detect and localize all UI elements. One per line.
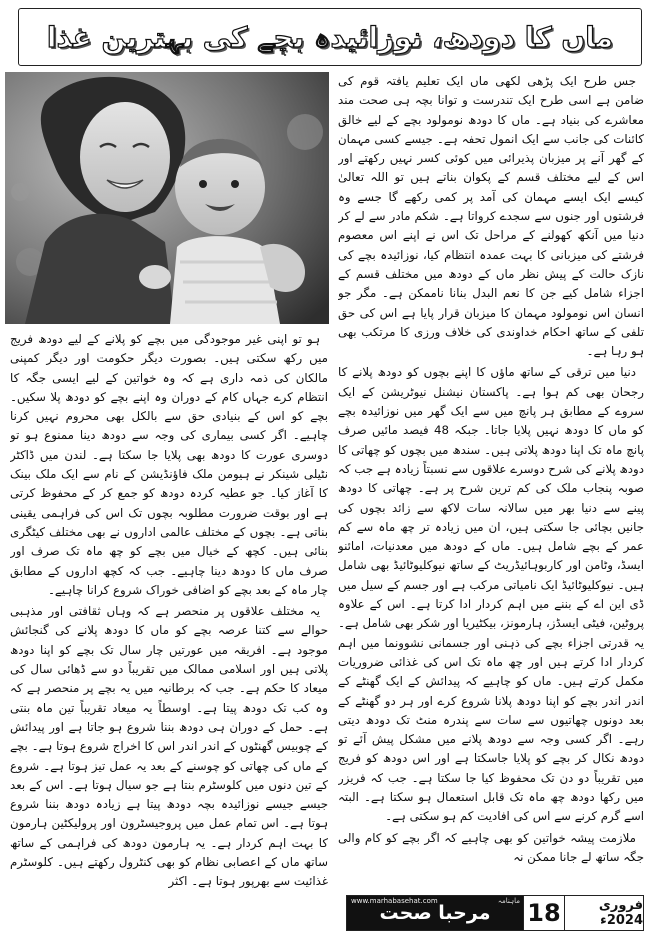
article-title: ماں کا دودھ، نوزائیدہ بچے کی بہترین غذا: [46, 20, 614, 54]
paragraph: یہ مختلف علاقوں پر منحصر ہے کہ وہاں ثقافتی اور مذہبی حوالے سے کتنا عرصہ بچے کو ماں کا دودھ پلانے کی گنجائش موجود ہے۔ افریقہ میں عورتیں چار سال تک بچے کو اپنا دودھ پلاتی ہیں اور اسلامی ممالک میں تقریباً دو سے ڈھائی سال کی میعاد کا حکم ہے۔ جب کہ برطانیہ میں یہ بچے پر منحصر ہے کہ وہ کب تک دودھ پیتا ہے۔ اوسطاً یہ میعاد تقریباً تین ماہ بنتی ہے۔ حمل کے دوران ہی دودھ بننا شروع ہو جاتا ہے اور پیدائش کے چوبیس گھنٹوں کے اندر اندر اس کا اخراج شروع ہوتا ہے۔ بچے کے ماں کی چھاتی کو چوسنے کے بعد یہ عمل تیز ہوتا ہے۔ شروع کے تین دنوں میں کلوسٹرم بنتا ہے جو سیال ہوتا ہے۔ اس کے بعد جیسے جیسے نوزائیدہ بچہ دودھ پیتا ہے زیادہ دودھ بننا شروع ہوتا ہے۔ اس تمام عمل میں پروجیسٹرون اور پرولیکٹین ہارمون کا بہت اہم کردار ہے۔ یہ ہارمون دودھ کی فراہمی کے ساتھ ساتھ ماں کے اعصابی نظام کو بھی کنٹرول رکھتے ہیں۔ کلوسٹرم غذائیت سے بھرپور ہوتا ہے۔ اکثر: [10, 604, 328, 889]
paragraph: ملازمت پیشہ خواتین کو بھی چاہیے کہ اگر بچے کو کام والی جگہ ساتھ لے جانا ممکن نہ: [338, 830, 644, 864]
issue-date: فروری 2024ء: [565, 896, 643, 930]
mother-baby-photo: [5, 72, 329, 324]
article-left-column: [10, 330, 328, 910]
page-number: 18: [523, 896, 565, 930]
website-url: www.marhabasehat.com: [351, 897, 438, 905]
magazine-logo: [347, 896, 523, 930]
paragraph: دنیا میں ترقی کے ساتھ ماؤں کا اپنے بچوں کو دودھ پلانے کا رجحان بھی کم ہوا ہے۔ پاکستان نیشنل نیوٹریشن کے ایک سروے کے مطابق ہر پانچ میں سے ایک گھر میں نوزائیدہ بچے کو ماں کا دودھ نہیں پلایا جاتا۔ جبکہ 48 فیصد مائیں صرف پانچ ماہ تک اپنا دودھ پلاتی ہیں۔ سندھ میں بچوں کو چھاتی کا دودھ پلانے کی شرح دوسرے علاقوں سے نسبتاً زیادہ ہے جب کہ صوبہ پنجاب ملک کی کم ترین شرح پر ہے۔ چھاتی کا دودھ پینے سے دنیا بھر میں سالانہ سات لاکھ سے زائد بچوں کی جانیں بچائی جا سکتی ہیں، ان میں زیادہ تر چھ ماہ سے کم عمر کے بچے شامل ہیں۔ ماں کے دودھ میں معدنیات، امائنو ایسڈ، وٹامن اور کاربوہائیڈریٹ کے ساتھ نیوکلیوٹائیڈ بھی شامل ہیں۔ نیوکلیوٹائیڈ ایک نامیاتی مرکب ہے اور جسم کے سیل میں ڈی این اے کے بننے میں اہم کردار ادا کرتا ہے۔ اس کے علاوہ پروٹین، فیٹی ایسڈز، ہارمونز، بیکٹیریا اور شکر بھی شامل ہے۔ یہ قدرتی اجزاء بچے کی ذہنی اور جسمانی نشوونما میں اہم کردار ادا کرتے ہیں اور چھ ماہ تک اس کی غذائی ضروریات مکمل کرتے ہیں۔ ماں کو چاہیے کہ پیدائش کے ایک گھنٹے کے اندر اندر بچے کو اپنا دودھ پلانا شروع کرے اور ہر دو گھنٹے کے بعد دونوں چھاتیوں سے سات سے پندرہ منٹ تک دودھ دیتی رہے۔ اگر کسی وجہ سے دودھ پلانے میں مشکل پیش آئے تو دودھ نکال کر بچے کو پلایا جاسکتا ہے اور اس دودھ کو فریج میں تقریباً دو دن تک محفوظ کیا جا سکتا ہے۔ جب کہ فریزر میں رکھا دودھ چھ ماہ تک قابل استعمال ہو سکتا ہے۔ البتہ اسے گرم کرنے سے اس کی افادیت کم ہو سکتی ہے۔: [338, 365, 644, 824]
article-right-column: [338, 72, 644, 910]
paragraph: ہو تو اپنی غیر موجودگی میں بچے کو پلانے کے لیے دودھ فریج میں رکھ سکتی ہیں۔ بصورت دیگر حکومت اور دیگر کمپنی مالکان کی ذمہ داری ہے کہ وہ خواتین کے لیے ایسی جگہ کا انتظام کرے جہاں کام کے دوران وہ اپنے بچے کو دودھ پلا سکیں۔ بچے کو اس کے بنیادی حق سے بالکل بھی محروم نہیں کرنا چاہیے۔ اگر کسی بیماری کی وجہ سے دودھ دینا ممنوع ہو تو دوسری عورت کا دودھ بھی پلایا جا سکتا ہے۔ لندن میں ڈاکٹر نٹیلی شینکر نے ہیومن ملک فاؤنڈیشن کے نام سے ایک ملک بینک کا آغاز کیا۔ جو عطیہ کردہ دودھ کو جمع کر کے محفوظ کرتی ہے اور بوقت ضرورت مطلوبہ بچوں تک اس کی فراہمی یقینی بناتی ہے۔ بچوں کے مختلف عالمی اداروں نے بھی مختلف کیٹگری بنائی ہیں۔ کچھ کے خیال میں بچے کو چھ ماہ تک صرف اور صرف ماں کا دودھ دینا چاہیے۔ جب کہ کچھ اداروں کے مطابق چار ماہ کے بعد بچے کو اضافی خوراک شروع کرانا چاہیے۔: [10, 332, 328, 597]
magazine-footer: [346, 895, 644, 931]
brand-tagline: ماہنامہ: [497, 897, 520, 905]
paragraph: جس طرح ایک پڑھی لکھی ماں ایک تعلیم یافتہ قوم کی ضامن ہے اسی طرح ایک تندرست و توانا بچہ ہی صحت مند معاشرے کی بنیاد ہے۔ ماں کا دودھ نومولود بچے کے لیے خالق کائنات کی جانب سے ایک انمول تحفہ ہے۔ جیسے کسی مہمان کے گھر آنے پر میزبان پذیرائی میں کوئی کسر نہیں رکھتے اور اس کے لیے مختلف قسم کے پکوان بناتے ہیں تو اللہ تعالیٰ کیسے ایک ایسے مہمان کی آمد پر کمی رکھے گا جسے وہ فرشتوں اور جنوں سے سجدے کرواتا ہے۔ شکم مادر سے لے کر دنیا میں آنکھ کھولنے کے مراحل تک اس نے اپنے اس معصوم فرشتے کی میزبانی کا بہت عمدہ انتظام کیا، نوزائیدہ بچے کی نازک حالت کے پیش نظر ماں کے دودھ میں مختلف قسم کے اجزاء شامل کیے جن کا نعم البدل بنانا ناممکن ہے۔ مگر جو انسان اس نومولود مہمان کا میزبان قرار پایا ہے اس کی حق تلفی کے ساتھ احکام خداوندی کی خلاف ورزی کا مرتکب بھی ہو رہا ہے۔: [338, 74, 644, 359]
brand-name: مرحبا صحت: [379, 902, 491, 924]
article-title-banner: [18, 8, 642, 66]
